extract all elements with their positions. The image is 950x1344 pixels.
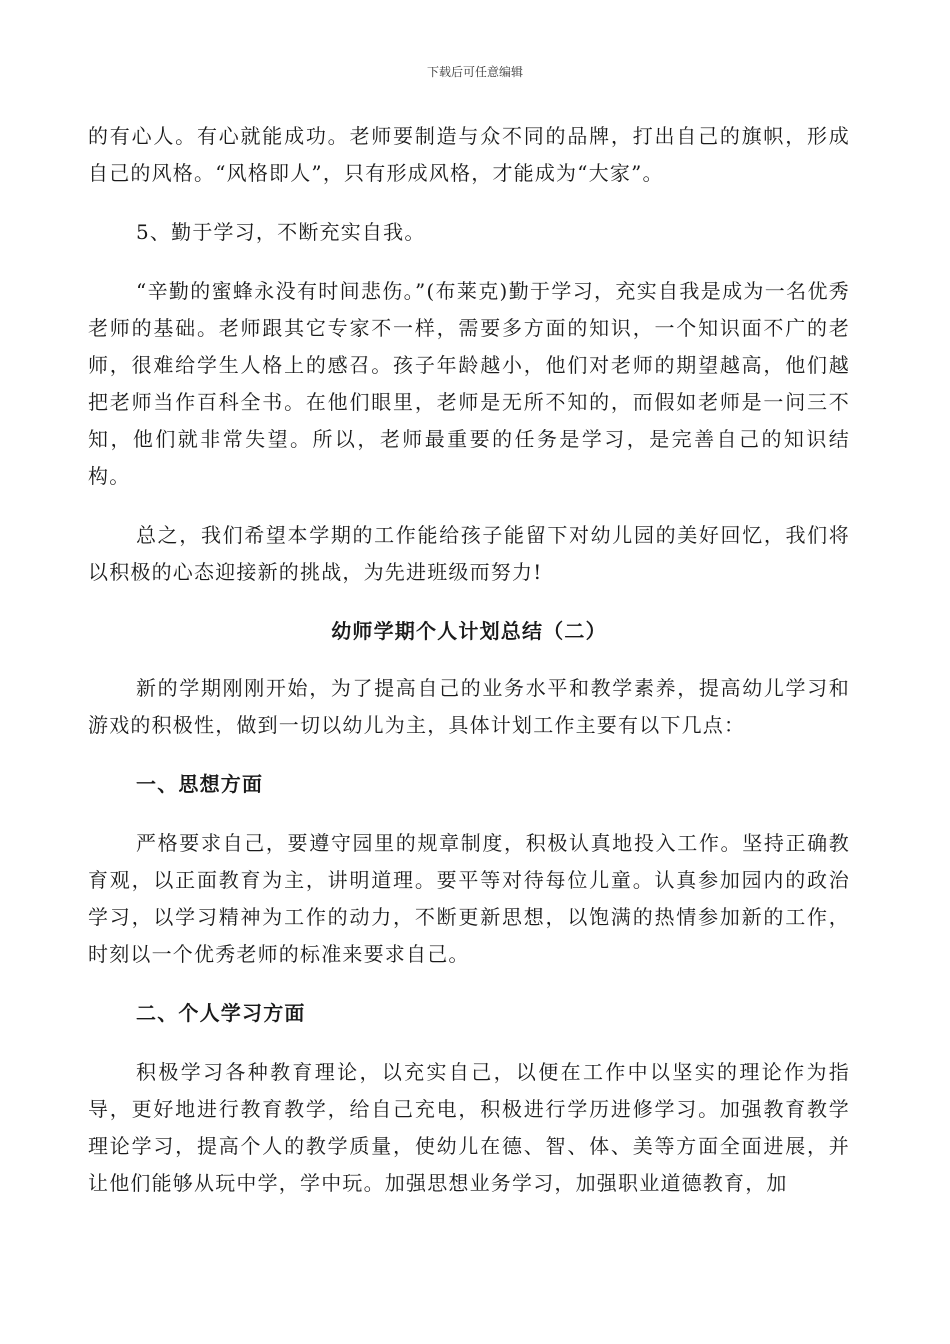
heading-personal-study: 二、个人学习方面 [136, 1001, 306, 1025]
section-title: 幼师学期个人计划总结（二） [331, 619, 607, 643]
page-header-note: 下载后可任意编辑 [426, 65, 523, 79]
paragraph-personal-study: 积极学习各种教育理论，以充实自己，以便在工作中以坚实的理论作为指导，更好地进行教育教学，给自己充电，积极进行学历进修学习。加强教育教学理论学习，提高个人的教学质量，使幼儿在德、智、体、美等方面全面进展，并让他们能够从玩中学，学中玩。加强思想业务学习，加强职业道德教育，加 [88, 1060, 850, 1195]
paragraph-conclusion: 总之，我们希望本学期的工作能给孩子能留下对幼儿园的美好回忆，我们将以积极的心态迎接新的挑战，为先进班级而努力! [88, 523, 850, 584]
paragraph-study: “辛勤的蜜蜂永没有时间悲伤。”(布莱克)勤于学习，充实自我是成为一名优秀老师的基础。老师跟其它专家不一样，需要多方面的知识，一个知识面不广的老师，很难给学生人格上的感召。孩子年龄越小，他们对老师的期望越高，他们越把老师当作百科全书。在他们眼里，老师是无所不知的，而假如老师是一问三不知，他们就非常失望。所以，老师最重要的任务是学习，是完善自己的知识结构。 [88, 279, 850, 488]
paragraph-continuation: 的有心人。有心就能成功。老师要制造与众不同的品牌，打出自己的旗帜，形成自己的风格。“风格即人”，只有形成风格，才能成为“大家”。 [88, 124, 850, 185]
paragraph-intro: 新的学期刚刚开始，为了提高自己的业务水平和教学素养，提高幼儿学习和游戏的积极性，做到一切以幼儿为主，具体计划工作主要有以下几点： [88, 676, 850, 737]
document-body [88, 118, 850, 1224]
heading-thought: 一、思想方面 [136, 772, 264, 796]
list-point-5: 5、勤于学习，不断充实自我。 [136, 220, 426, 244]
paragraph-thought: 严格要求自己，要遵守园里的规章制度，积极认真地投入工作。坚持正确教育观，以正面教育为主，讲明道理。要平等对待每位儿童。认真参加园内的政治学习，以学习精神为工作的动力，不断更新思想，以饱满的热情参加新的工作，时刻以一个优秀老师的标准来要求自己。 [88, 831, 850, 966]
